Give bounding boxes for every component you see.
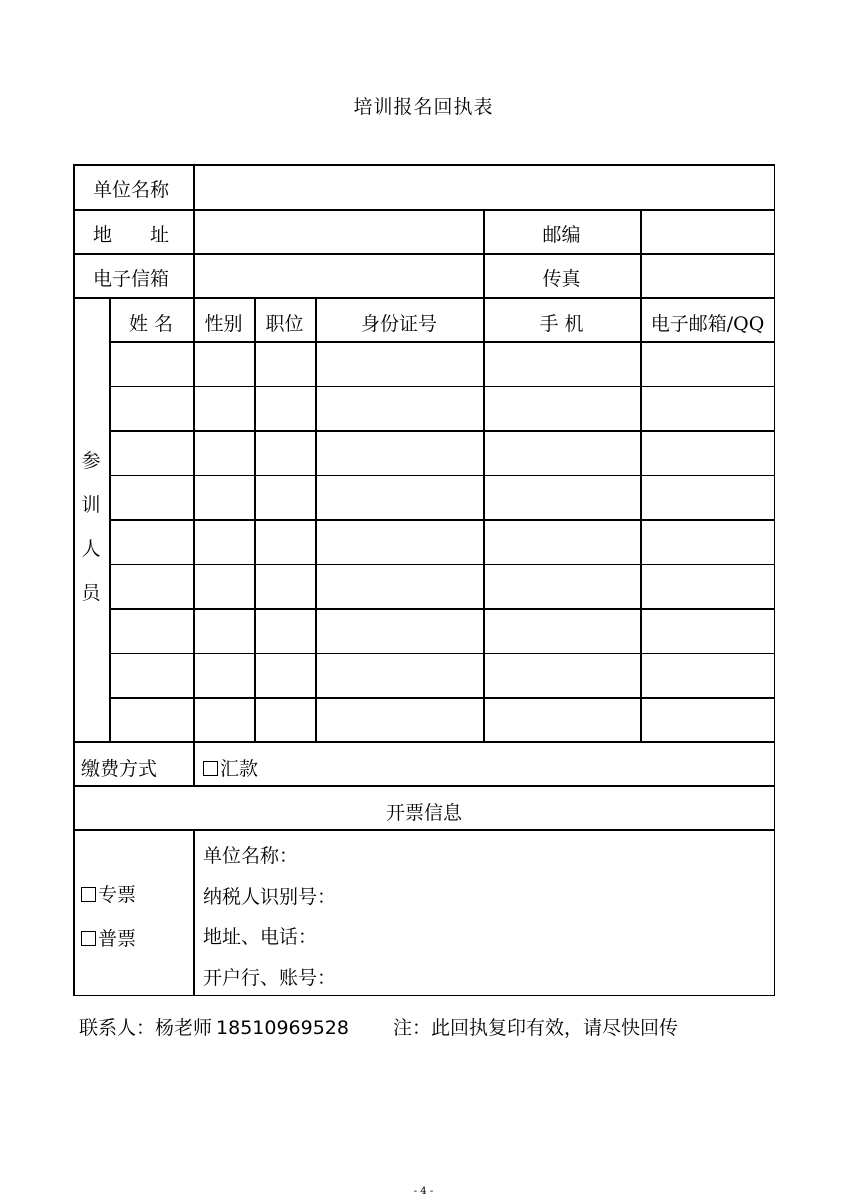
header-email-qq: 电子邮箱/QQ xyxy=(650,313,765,335)
row-divider xyxy=(73,829,775,831)
row-divider xyxy=(109,475,775,477)
payment-option-remittance[interactable] xyxy=(203,760,258,779)
row-divider xyxy=(109,341,775,343)
postcode-label: 邮编 xyxy=(542,224,581,246)
row-divider xyxy=(73,741,775,743)
header-name: 姓 名 xyxy=(128,313,174,335)
contact-label: 联系人：杨老师 xyxy=(79,1017,213,1039)
row-divider xyxy=(73,209,775,211)
form-title: 培训报名回执表 xyxy=(353,96,494,118)
row-divider xyxy=(109,653,775,655)
col-divider xyxy=(193,297,195,741)
registration-form-table xyxy=(73,164,775,996)
address-label: 地 址 xyxy=(93,224,170,246)
page-number: - 4 - xyxy=(413,1186,434,1197)
col-divider xyxy=(640,209,642,742)
contact-phone: 18510969528 xyxy=(216,1017,349,1039)
header-id-number: 身份证号 xyxy=(360,313,437,335)
col-divider xyxy=(193,829,195,996)
row-divider xyxy=(109,519,775,521)
border-bottom xyxy=(73,995,775,997)
header-gender: 性别 xyxy=(204,313,243,335)
email-label: 电子信箱 xyxy=(93,268,170,290)
header-position: 职位 xyxy=(265,313,304,335)
col-divider xyxy=(254,297,256,741)
checkbox-icon[interactable] xyxy=(203,761,218,776)
border-right xyxy=(774,164,776,996)
row-divider xyxy=(109,697,775,699)
fax-label: 传真 xyxy=(542,268,581,290)
invoice-field-address-phone: 地址、电话： xyxy=(203,926,318,948)
invoice-field-bank-account: 开户行、账号： xyxy=(203,967,337,989)
checkbox-icon[interactable] xyxy=(81,931,96,946)
row-divider xyxy=(73,297,775,299)
invoice-option-general[interactable] xyxy=(81,930,136,949)
company-name-label: 单位名称 xyxy=(93,179,170,201)
border-top xyxy=(73,164,775,166)
col-divider xyxy=(315,297,317,741)
side-char: 员 xyxy=(81,582,101,604)
col-divider xyxy=(193,741,195,785)
footer-line xyxy=(79,1013,678,1040)
invoice-field-tax-id: 纳税人识别号： xyxy=(203,886,337,908)
row-divider xyxy=(109,564,775,566)
col-divider xyxy=(193,164,195,297)
row-divider xyxy=(109,430,775,432)
payment-method-label: 缴费方式 xyxy=(81,758,158,780)
checkbox-icon[interactable] xyxy=(81,887,96,902)
invoice-option-label: 专票 xyxy=(98,884,137,906)
side-char: 训 xyxy=(81,494,101,516)
side-char: 人 xyxy=(81,538,101,560)
participants-side-label xyxy=(73,452,109,628)
payment-option-label: 汇款 xyxy=(220,758,259,780)
footer-note: 注：此回执复印有效，请尽快回传 xyxy=(393,1017,679,1039)
invoice-field-company: 单位名称： xyxy=(203,845,299,867)
invoice-info-header: 开票信息 xyxy=(385,802,462,824)
row-divider xyxy=(73,253,775,255)
header-mobile: 手 机 xyxy=(539,313,584,335)
col-divider xyxy=(109,297,111,741)
invoice-option-special[interactable] xyxy=(81,886,136,905)
side-char: 参 xyxy=(81,450,101,472)
row-divider xyxy=(109,608,775,610)
row-divider xyxy=(109,386,775,388)
invoice-option-label: 普票 xyxy=(98,928,137,950)
row-divider xyxy=(73,785,775,787)
